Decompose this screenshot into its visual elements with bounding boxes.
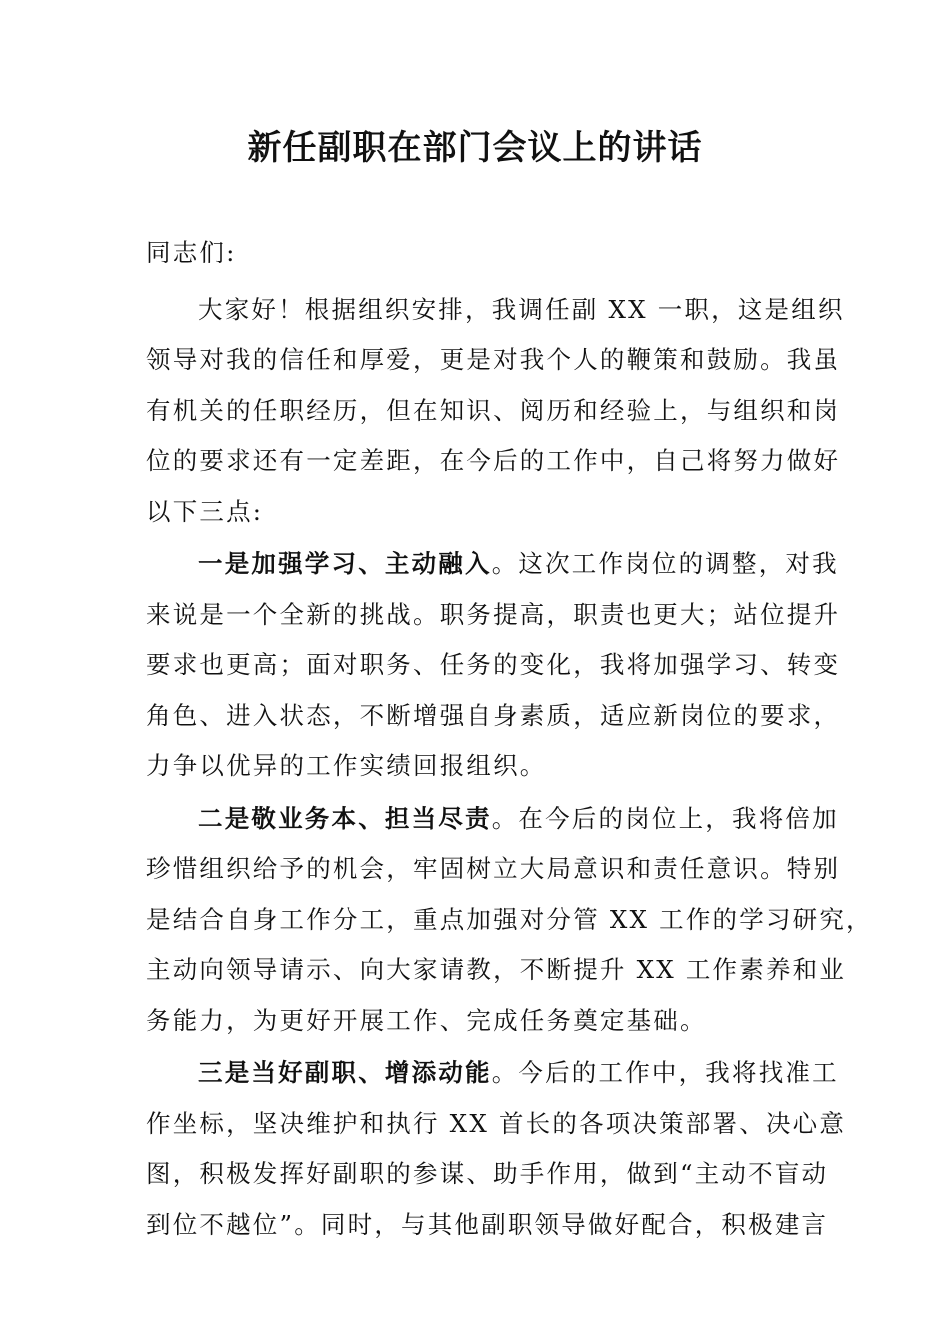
intro-line-1: 大家好！根据组织安排，我调任副 XX 一职，这是组织 bbox=[198, 294, 845, 324]
intro-line-3: 有机关的任职经历，但在知识、阅历和经验上，与组织和岗 bbox=[146, 395, 841, 425]
document-body bbox=[146, 228, 873, 1250]
point2-line-2: 珍惜组织给予的机会，牢固树立大局意识和责任意识。特别 bbox=[146, 854, 841, 883]
point1-line-4: 角色、进入状态，不断增强自身素质，适应新岗位的要求， bbox=[146, 700, 841, 730]
intro-line-4: 位的要求还有一定差距，在今后的工作中，自己将努力做好 bbox=[146, 446, 841, 475]
intro-line-5: 以下三点: bbox=[146, 496, 264, 526]
point2-first-line bbox=[146, 794, 839, 845]
point3-line-3: 图，积极发挥好副职的参谋、助手作用，做到“主动不盲动 bbox=[146, 1159, 829, 1188]
point2-line-3: 是结合自身工作分工，重点加强对分管 XX 工作的学习研究， bbox=[146, 904, 873, 934]
point1-first-line bbox=[146, 539, 839, 590]
point3-first-line bbox=[146, 1048, 839, 1099]
point2-first-line-rest: 。在今后的岗位上，我将倍加 bbox=[491, 803, 839, 833]
point3-line-2: 作坐标，坚决维护和执行 XX 首长的各项决策部署、决心意 bbox=[146, 1108, 847, 1138]
point1-line-5: 力争以优异的工作实绩回报组织。 bbox=[146, 751, 547, 780]
point3-heading: 三是当好副职、增添动能 bbox=[198, 1058, 492, 1087]
point3-line-4: 到位不越位”。同时，与其他副职领导做好配合，积极建言 bbox=[146, 1209, 829, 1239]
page-title: 新任副职在部门会议上的讲话 bbox=[247, 128, 703, 168]
point2-line-4: 主动向领导请示、向大家请教，不断提升 XX 工作素养和业 bbox=[146, 955, 847, 984]
point1-first-line-rest: 。这次工作岗位的调整，对我 bbox=[491, 549, 839, 578]
point1-heading: 一是加强学习、主动融入 bbox=[198, 549, 492, 578]
point3-first-line-rest: 。今后的工作中，我将找准工 bbox=[491, 1058, 839, 1087]
point2-line-5: 务能力，为更好开展工作、完成任务奠定基础。 bbox=[146, 1005, 707, 1035]
greeting: 同志们: bbox=[146, 238, 237, 267]
point2-heading: 二是敬业务本、担当尽责 bbox=[198, 803, 492, 833]
intro-line-2: 领导对我的信任和厚爱，更是对我个人的鞭策和鼓励。我虽 bbox=[146, 345, 841, 374]
point1-line-2: 来说是一个全新的挑战。职务提高，职责也更大；站位提升 bbox=[146, 599, 841, 629]
point1-line-3: 要求也更高；面对职务、任务的变化，我将加强学习、转变 bbox=[146, 650, 841, 679]
